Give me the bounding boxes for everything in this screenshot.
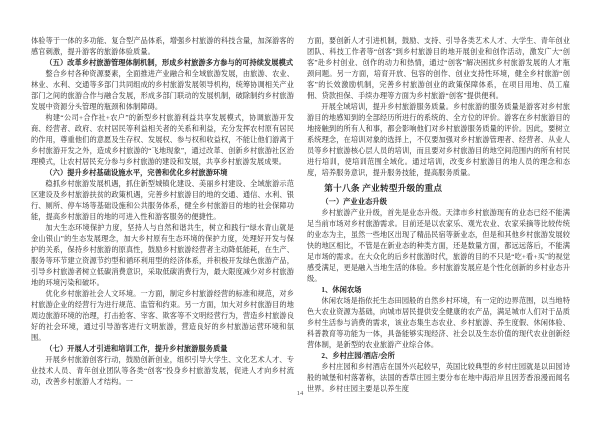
paragraph: 稳抓乡村旅游发展机遇，抓住新型城镇化建设、美丽乡村建设、全域旅游示范区建设及乡村旅游扶贫的政策机遇，完善乡村旅游目的地的交通、通信、水利、银行、厕所、停车场等基础设施和公共服务体系，健全乡村旅游目的地的社会保障功能，提高乡村旅游目的地的可进入性和游客服务的便捷性。: [31, 180, 294, 221]
paragraph: 乡村庄园和乡村酒店在国外兴起较早，英国比较典型的乡村庄园就是以田园诗般的城堡和村落著称，法国的香草庄园主要分布在地中海沿岸且因芳香浪漫而闻名世界。乡村庄园主要是以养生度: [307, 363, 570, 393]
section-heading: （七）开展人才引进和培训工作，提升乡村旅游服务质量: [45, 345, 228, 353]
article-heading: 第十八条 产业转型升级的重点: [324, 183, 443, 193]
section-heading: （五）改革乡村旅游管理体制机制，形成乡村旅游多方参与的可持续发展模式: [45, 59, 294, 67]
paragraph: 乡村旅游产业升级，首先是业态升级。天津市乡村旅游现有的业态已经不能满足当前市场对乡村旅游需求。目前还是以农家乐、观光农业、农家采摘等比较传统的业态为主，虽然一些地区出现了精品民宿等新业态，但是和其他乡村旅游发展较快的地区相比，不管是在新业态的种类方面，还是数量方面，都远远落后，不能满足市场的需求。在大众化的后乡村旅游时代，旅游的目的不只是“吃+看+买”的视觉感受满足，更是融入当地生活的体验。乡村旅游发展应是个性化创新的乡村业态升级。: [307, 209, 570, 283]
paragraph-continuation: 方面，要创新人才引进机制，鼓励、支持、引导各类艺术人才、大学生、青年创业团队、科技工作者等“创客”到乡村旅游目的地开展创业和创作活动，激发广大“创客”赴乡村创业、创作的动力和热情，通过“创客”解决困扰乡村旅游发展的人才瓶颈问题。另一方面，培育开放、包容的创作、创业支持性环境，健全乡村旅游“创客”的长效激励机制，完善乡村旅游创业的政策保障体系，在项目用地、员工雇佣、贷款担保、手续办理等方面为乡村旅游“创客”提供便利。: [307, 37, 570, 100]
paragraph: 开展乡村旅游创客行动，鼓励创新创业，组织引导大学生、文化艺术人才、专业技术人员、青年创业团队等各类“创客”投身乡村旅游发展，促进人才向乡村流动，改善乡村旅游人才结构。一: [31, 356, 294, 386]
paragraph: 优化乡村旅游社会人文环境。一方面，制定乡村旅游经营的标准和规范，对乡村旅游企业的经营行为进行规范、监管和约束。另一方面，加大对乡村旅游目的地周边旅游环境的治理，打击抢客、宰客、欺客等不文明经营行为，营造乡村旅游良好的社会环境，通过引导游客进行文明旅游，营造良好的乡村旅游运营环境和氛围。: [31, 290, 294, 342]
paragraph: 休闲农场是指依托生态田园般的自然乡村环境，有一定的边界范围，以当地特色大农业资源为基础，向城市居民提供安全健康的农产品，满足城市人们对于品质乡村生活参与消费的需求，该业态集生态农业、乡村旅游、养生度假、休闲体验、科普教育等功能为一体，具备能够实现经济、社会以及生态价值的现代农业创新经营体制，是新型的农业旅游产业综合体。: [307, 297, 570, 349]
paragraph-continuation: 体验等于一体的多功能、复合型产品体系，增强乡村旅游的科技含量，加深游客的感官刺激，提升游客的旅游体验质量。: [31, 37, 294, 56]
section-heading: （六）提升乡村基础设施水平，完善和优化乡村旅游环境: [45, 169, 228, 177]
section-heading: 1、休闲农场: [321, 286, 362, 294]
right-column: [307, 36, 570, 395]
section-heading: （一）产业业态升级: [321, 198, 387, 206]
page-number: 14: [296, 390, 304, 397]
paragraph: 开展全域培训，提升乡村旅游服务质量。乡村旅游的服务质量是游客对乡村旅游目的地感知到的全部经历所进行的系统的、全方位的评价。游客在乡村旅游目的地接触到的所有人和事，都会影响他们对乡村旅游服务质量的评价。因此，要树立系统理念，在培训对象的选择上，不仅要加强对乡村旅游管理者、经营者、从业人员等乡村旅游核心层人员的培训，而且要对乡村旅游目的地空间范围内的所有村民进行培训，使培训范围全域化。通过培训，改变乡村旅游目的地人员的理念和态度，培养服务意识，提升服务技能，提高服务质量。: [307, 103, 570, 177]
paragraph: 整合乡村各种资源要素，全面推进产业融合和全域旅游发展，由旅游、农业、林业、水利、交通等多部门共同组成的乡村旅游发展领导机构，统筹协调相关产业部门之间的旅游合作与融合发展，形成多部门联动的发展机制，破除制约乡村旅游发展中资源分头管理的瓶颈和体制障碍。: [31, 70, 294, 111]
paragraph: 构建“公司+合作社+农户”的新型乡村旅游利益共享发展模式，协调旅游开发商、经营者、政府、农村居民等利益相关者的关系和利益，充分发挥农村原有居民的作用，尊重他们的意愿及生存权、发展权、参与权和收益权，不能让他们游离于乡村旅游开发之外，造成乡村旅游的“飞地现象”，通过改革、创新乡村旅游社区治理模式，让农村居民充分参与乡村旅游的建设和发展，共享乡村旅游发展成果。: [31, 114, 294, 166]
left-column: [31, 36, 294, 395]
paragraph: 加大生态环境保护力度，坚持人与自然和谐共生，树立和践行“绿水青山就是金山银山”的生态发展理念，加大乡村原有生态环境的保护力度，处理好开发与保护的关系，保持乡村旅游的原真性，鼓励乡村旅游经营者主动降低能耗，在生产、服务等环节建立资源节约型和循环利用型的经济体系，并积极开发绿色旅游产品，引导乡村旅游者树立低碳消费意识，采取低碳消费行为，最大限度减少对乡村旅游地的环境污染和破坏。: [31, 224, 294, 287]
section-heading: 2、乡村庄园/酒店/会所: [321, 352, 395, 360]
